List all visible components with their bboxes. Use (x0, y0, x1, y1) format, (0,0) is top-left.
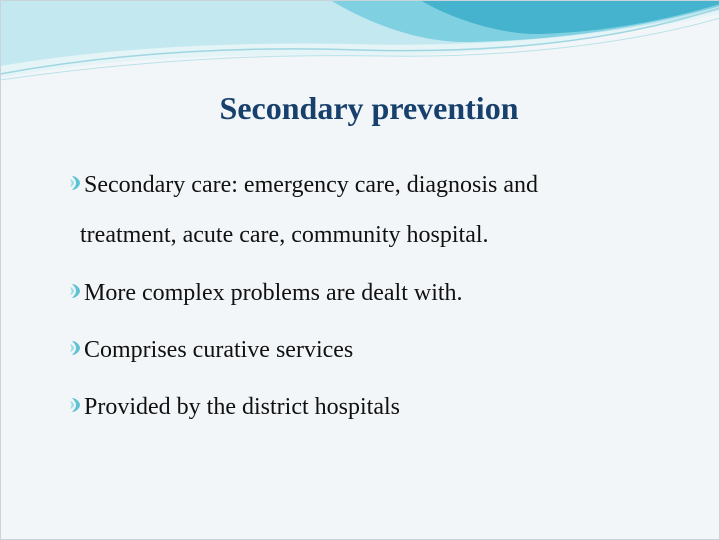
bullet-text (70, 160, 670, 260)
bullet-line-continued: treatment, acute care, community hospital. (80, 222, 489, 248)
slide-title: Secondary prevention (219, 90, 519, 126)
bullet-item-2 (70, 268, 670, 318)
bullet-text: Provided by the district hospitals (84, 394, 400, 420)
bullet-item-1 (70, 160, 670, 260)
bullet-item-3 (70, 325, 670, 375)
bullet-line: Secondary care: emergency care, diagnosis and (84, 172, 539, 198)
bullet-item-4 (70, 382, 670, 432)
bullet-text: More complex problems are dealt with. (84, 280, 463, 306)
stylized-bullet-icon (70, 280, 82, 302)
bullet-text: Comprises curative services (84, 337, 354, 363)
stylized-bullet-icon (70, 337, 82, 359)
stylized-bullet-icon (70, 172, 82, 194)
stylized-bullet-icon (70, 394, 82, 416)
